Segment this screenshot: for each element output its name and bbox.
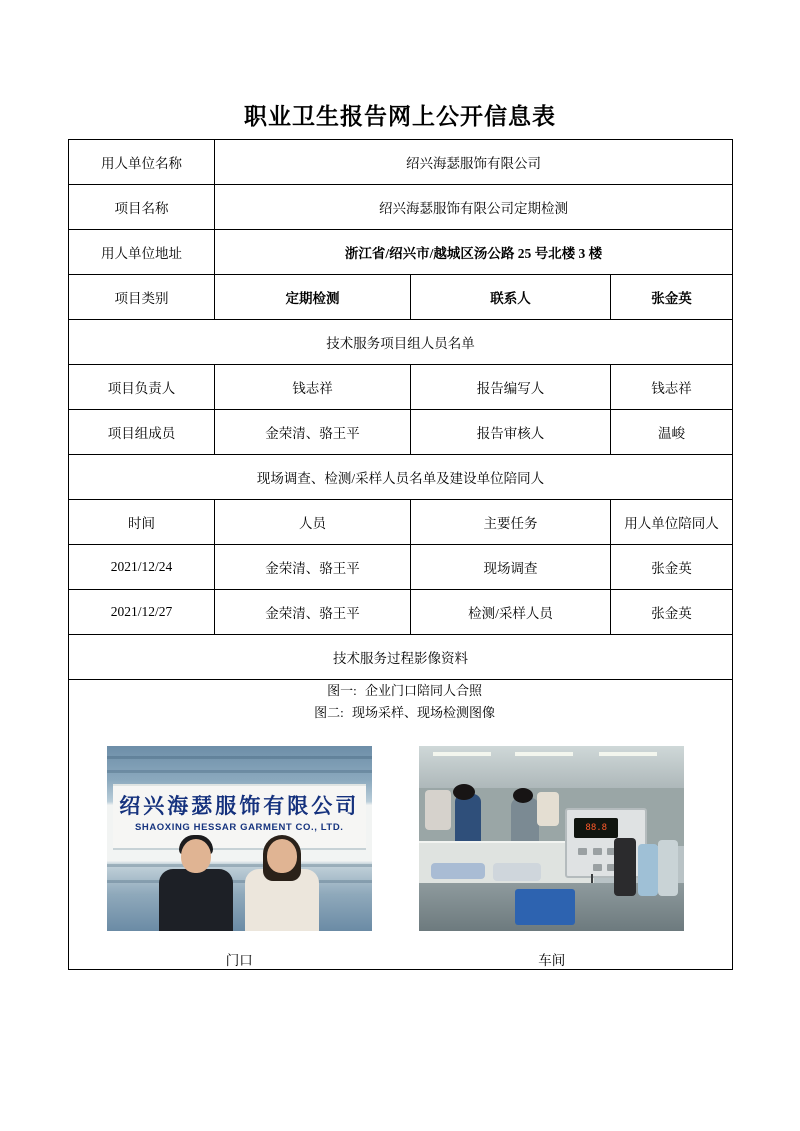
wall-stripe	[107, 756, 372, 759]
device-screen	[574, 818, 618, 838]
gate-photo	[107, 746, 372, 931]
address-label: 用人单位地址	[69, 230, 215, 275]
device-button	[593, 864, 602, 871]
table-header-row	[69, 500, 733, 545]
survey-time: 2021/12/24	[69, 545, 215, 590]
hanging-garment	[614, 838, 636, 896]
survey-person: 金荣清、骆王平	[215, 545, 411, 590]
wall-stripe	[107, 880, 372, 883]
employer-value: 绍兴海瑟服饰有限公司	[215, 140, 733, 185]
wall-stripe	[107, 770, 372, 773]
media-cell	[69, 680, 733, 970]
col-person: 人员	[215, 500, 411, 545]
table-row	[69, 365, 733, 410]
reviewer-label: 报告审核人	[411, 410, 611, 455]
caption-line-2	[73, 702, 728, 724]
wall-stripe	[107, 864, 372, 867]
caption-2-key: 图二:	[314, 705, 344, 720]
photo-block-gate	[107, 746, 372, 969]
contact-label: 联系人	[411, 275, 611, 320]
person-right	[245, 839, 319, 931]
table-row	[69, 230, 733, 275]
table-row	[69, 590, 733, 635]
survey-person: 金荣清、骆王平	[215, 590, 411, 635]
fabric-pile	[431, 863, 485, 879]
survey-accompany: 张金英	[611, 545, 733, 590]
media-row	[69, 680, 733, 970]
face	[267, 839, 297, 873]
table-row	[69, 140, 733, 185]
writer-value: 钱志祥	[611, 365, 733, 410]
writer-label: 报告编写人	[411, 365, 611, 410]
ceiling-lamp	[599, 752, 657, 756]
hanging-garment	[638, 844, 658, 896]
hanging-garment	[425, 790, 451, 830]
blue-bin	[515, 889, 575, 925]
table-row	[69, 545, 733, 590]
hanging-garment	[537, 792, 559, 826]
members-label: 项目组成员	[69, 410, 215, 455]
caption-1-key: 图一:	[327, 683, 357, 698]
table-row	[69, 320, 733, 365]
photo-row	[73, 746, 728, 969]
category-value: 定期检测	[215, 275, 411, 320]
table-row	[69, 185, 733, 230]
photo-block-workshop	[419, 746, 684, 969]
table-row	[69, 635, 733, 680]
page-title: 职业卫生报告网上公开信息表	[244, 103, 556, 129]
caption-1-text: 企业门口陪同人合照	[364, 683, 482, 698]
reviewer-value: 温峻	[611, 410, 733, 455]
info-table	[68, 139, 733, 970]
ceiling-lamp	[515, 752, 573, 756]
col-time: 时间	[69, 500, 215, 545]
workshop-photo	[419, 746, 684, 931]
team-header: 技术服务项目组人员名单	[69, 320, 733, 365]
survey-time: 2021/12/27	[69, 590, 215, 635]
table-row	[69, 455, 733, 500]
contact-value: 张金英	[611, 275, 733, 320]
project-label: 项目名称	[69, 185, 215, 230]
device-button	[593, 848, 602, 855]
fabric-pile	[493, 863, 541, 881]
category-label: 项目类别	[69, 275, 215, 320]
sign-chinese-text: 绍兴海瑟服饰有限公司	[119, 795, 360, 818]
survey-accompany: 张金英	[611, 590, 733, 635]
torso	[159, 869, 233, 931]
leader-label: 项目负责人	[69, 365, 215, 410]
person-left	[159, 839, 233, 931]
project-value: 绍兴海瑟服饰有限公司定期检测	[215, 185, 733, 230]
survey-task: 检测/采样人员	[411, 590, 611, 635]
garment-rack	[614, 838, 678, 918]
members-value: 金荣清、骆王平	[215, 410, 411, 455]
face	[181, 839, 211, 873]
hanging-garment	[658, 840, 678, 896]
leader-value: 钱志祥	[215, 365, 411, 410]
caption-2-text: 现场采样、现场检测图像	[351, 705, 495, 720]
company-sign	[113, 784, 366, 850]
survey-header: 现场调查、检测/采样人员名单及建设单位陪同人	[69, 455, 733, 500]
caption-line-1	[73, 680, 728, 702]
media-header: 技术服务过程影像资料	[69, 635, 733, 680]
photo-caption-workshop: 车间	[538, 953, 566, 968]
table-row	[69, 410, 733, 455]
photo-caption-gate: 门口	[225, 953, 253, 968]
survey-task: 现场调查	[411, 545, 611, 590]
ceiling-lamp	[433, 752, 491, 756]
address-value: 浙江省/绍兴市/越城区汤公路 25 号北楼 3 楼	[215, 230, 733, 275]
table-row	[69, 275, 733, 320]
employer-label: 用人单位名称	[69, 140, 215, 185]
device-button	[578, 848, 587, 855]
sign-english-text: SHAOXING HESSAR GARMENT CO., LTD.	[134, 822, 344, 833]
col-accompany: 用人单位陪同人	[611, 500, 733, 545]
col-task: 主要任务	[411, 500, 611, 545]
device-display-value: 88.8	[585, 823, 608, 833]
